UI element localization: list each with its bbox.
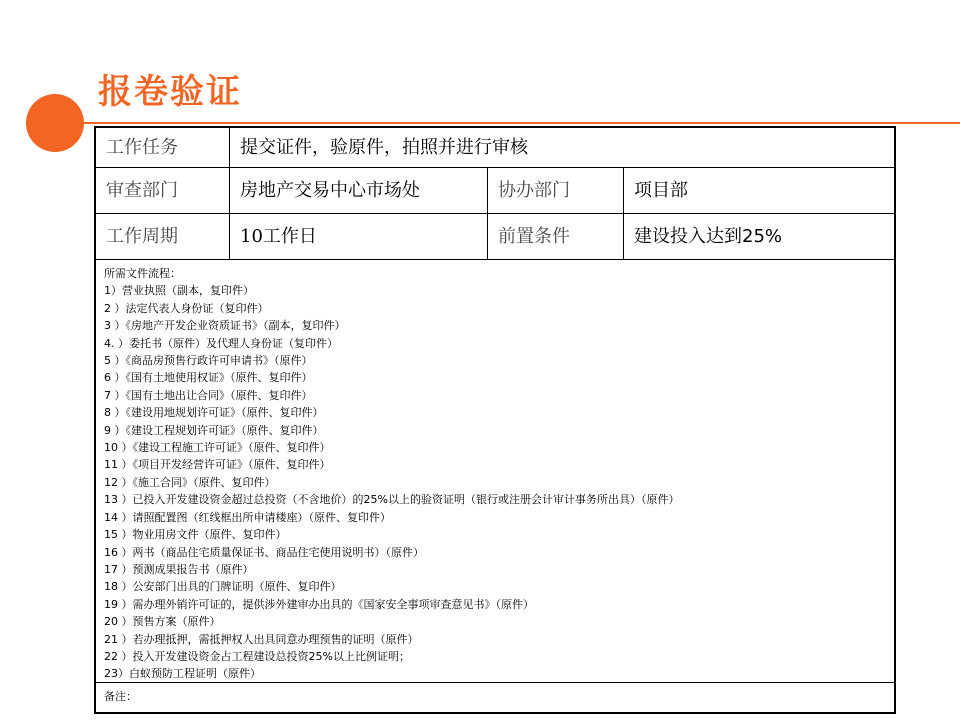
assist-dept-label: 协办部门 (488, 168, 624, 213)
task-value: 提交证件，验原件，拍照并进行审核 (240, 136, 528, 158)
document-item: 5 ）《商品房预售行政许可申请书》（原件） (104, 354, 313, 368)
document-item: 18 ）公安部门出具的门牌证明（原件、复印件） (104, 580, 342, 594)
document-item: 21 ）若办理抵押，需抵押权人出具同意办理预售的证明（原件） (104, 632, 419, 646)
documents-list (104, 282, 894, 682)
document-item: 11 ）《项目开发经营许可证》（原件、复印件） (104, 458, 331, 472)
header-rule (84, 122, 960, 124)
document-item: 10 ）《建设工程施工许可证》（原件、复印件） (104, 441, 331, 455)
document-item: 22 ）投入开发建设资金占工程建设总投资25%以上比例证明； (104, 649, 410, 663)
assist-dept-value: 项目部 (634, 179, 688, 201)
document-item: 9 ）《建设工程规划许可证》（原件、复印件） (104, 423, 324, 437)
document-item: 6 ）《国有土地使用权证》（原件、复印件） (104, 371, 313, 385)
table-row-department (96, 168, 894, 214)
document-item: 17 ）预测成果报告书（原件） (104, 562, 254, 576)
document-item: 16 ）两书（商品住宅质量保证书、商品住宅使用说明书）（原件） (104, 545, 424, 559)
documents-heading: 所需文件流程： (104, 267, 181, 280)
document-item: 20 ）预售方案（原件） (104, 615, 221, 629)
document-item: 2 ）法定代表人身份证（复印件） (104, 301, 269, 315)
verification-table (94, 126, 896, 714)
document-item: 19 ）需办理外销许可证的，提供涉外建审办出具的《国家安全事项审查意见书》（原件） (104, 597, 534, 611)
period-value: 10工作日 (230, 214, 488, 259)
document-item: 8 ）《建设用地规划许可证》（原件、复印件） (104, 406, 324, 420)
precondition-label: 前置条件 (488, 214, 624, 259)
precondition-value: 建设投入达到25% (634, 225, 783, 247)
document-item: 4. ）委托书（原件）及代理人身份证（复印件） (104, 336, 338, 350)
period-label: 工作周期 (96, 214, 230, 259)
document-item: 23）白蚁预防工程证明（原件） (104, 667, 261, 681)
required-documents (96, 260, 894, 683)
document-item: 1）营业执照（副本，复印件） (104, 284, 254, 298)
table-row-period (96, 214, 894, 260)
document-item: 12 ）《施工合同》（原件、复印件） (104, 475, 276, 489)
document-item: 14 ）请照配置图（红线框出所申请楼座）（原件、复印件） (104, 510, 391, 524)
task-label: 工作任务 (96, 128, 230, 167)
notes-label: 备注： (104, 690, 137, 703)
document-item: 13 ）已投入开发建设资金超过总投资（不含地价）的25%以上的验资证明（银行或注册会计审计事务所出具）（原件） (104, 493, 680, 507)
review-dept-value: 房地产交易中心市场处 (230, 168, 488, 213)
slide-title: 报卷验证 (98, 72, 242, 112)
document-item: 15 ）物业用房文件（原件、复印件） (104, 528, 287, 542)
table-row-task (96, 128, 894, 168)
document-item: 7 ）《国有土地出让合同》（原件、复印件） (104, 388, 313, 402)
document-item: 3 ）《房地产开发企业资质证书》（副本，复印件） (104, 319, 346, 333)
decorative-orange-circle (26, 94, 84, 152)
review-dept-label: 审查部门 (96, 168, 230, 213)
